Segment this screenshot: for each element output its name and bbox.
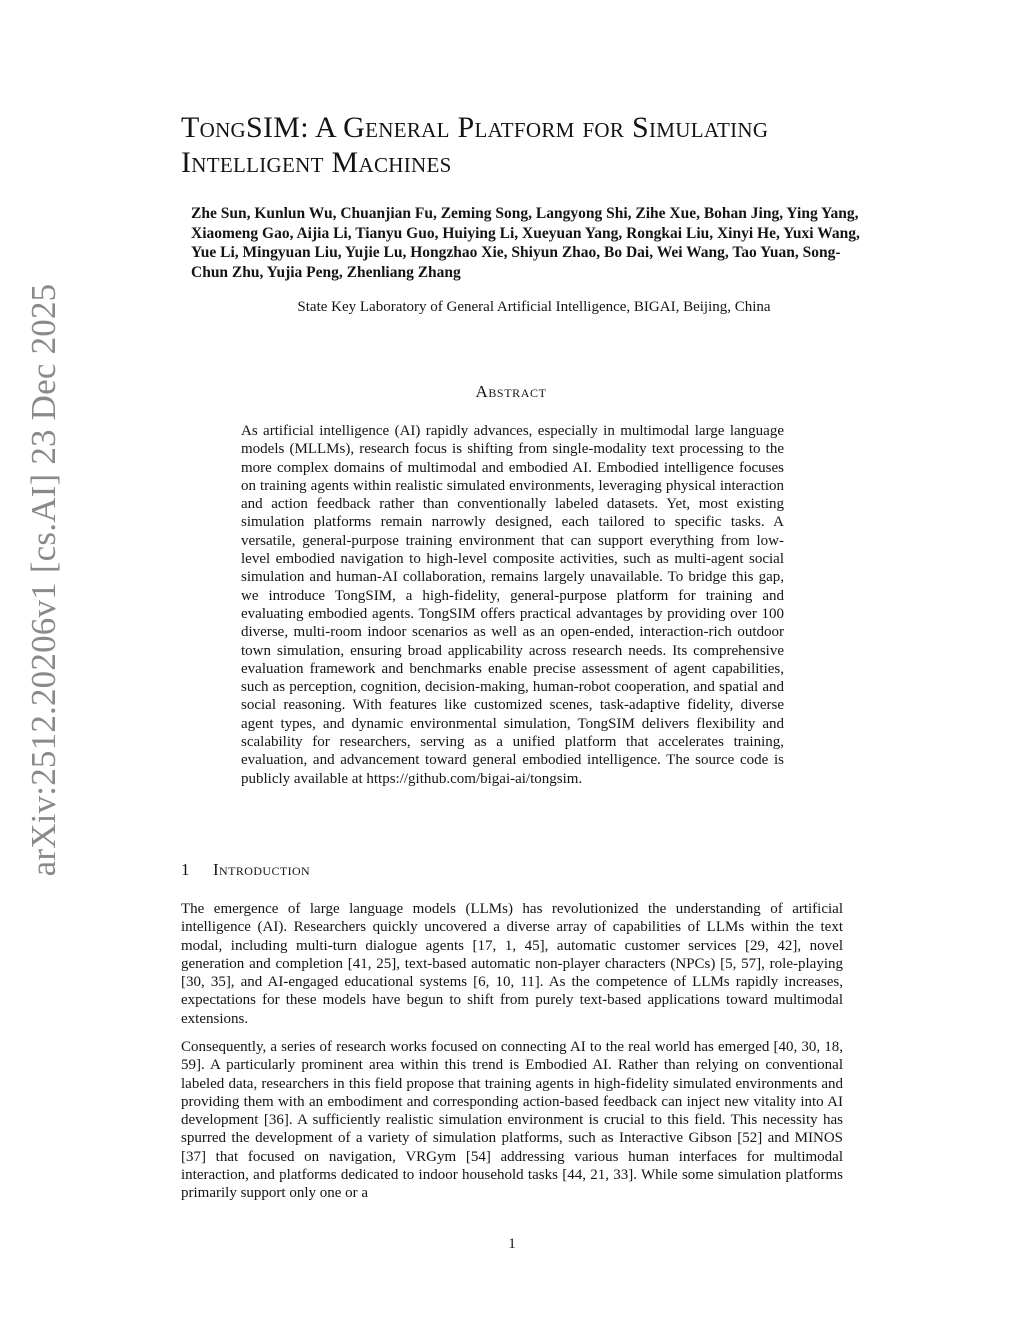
section-heading-introduction <box>181 860 310 880</box>
arxiv-identifier: arXiv:2512.20206v1 [cs.AI] 23 Dec 2025 <box>24 283 63 877</box>
affiliation: State Key Laboratory of General Artificial Intelligence, BIGAI, Beijing, China <box>297 299 771 315</box>
paper-title: TongSIM: A General Platform for Simulating Intelligent Machines <box>181 111 769 179</box>
intro-paragraph-1: The emergence of large language models (LLMs) has revolutionized the understanding of artificial intelligence (AI). Researchers quickly uncovered a diverse array of capabilities of LLMs within the text modal, including multi-turn dialogue agents [17, 1, 45], automatic customer services [29, 42], novel generation and completion [41, 25], text-based automatic non-player characters (NPCs) [5, 57], role-playing [30, 35], and AI-engaged educational systems [6, 10, 11]. As the competence of LLMs rapidly increases, expectations for these models have begun to shift from purely text-based applications toward multimodal extensions. <box>181 901 843 1027</box>
section-number: 1 <box>181 860 190 879</box>
abstract-body: As artificial intelligence (AI) rapidly advances, especially in multimodal large language models (MLLMs), research focus is shifting from single-modality text processing to the more complex domains of multimodal and embodied AI. Embodied intelligence focuses on training agents within realistic simulated environments, leveraging physical interaction and action feedback rather than conventionally labeled datasets. Yet, most existing simulation platforms remain narrowly designed, each tailored to specific tasks. A versatile, general-purpose training environment that can support everything from low-level embodied navigation to high-level composite activities, such as multi-agent social simulation and human-AI collaboration, remains largely unavailable. To bridge this gap, we introduce TongSIM, a high-fidelity, general-purpose platform for training and evaluating embodied agents. TongSIM offers practical advantages by providing over 100 diverse, multi-room indoor scenarios as well as an open-ended, interaction-rich outdoor town simulation, ensuring broad applicability across research needs. Its comprehensive evaluation framework and benchmarks enable precise assessment of agent capabilities, such as perception, cognition, decision-making, human-robot cooperation, and spatial and social reasoning. With features like customized scenes, task-adaptive fidelity, diverse agent types, and dynamic environmental simulation, TongSIM delivers flexibility and scalability for researchers, serving as a unified platform that accelerates training, evaluation, and advancement toward general embodied intelligence. The source code is publicly available at https://github.com/bigai-ai/tongsim. <box>241 423 784 787</box>
author-list: Zhe Sun, Kunlun Wu, Chuanjian Fu, Zeming Song, Langyong Shi, Zihe Xue, Bohan Jing, Ying Yang, Xiaomeng Gao, Aijia Li, Tianyu Guo, Huiying Li, Xueyuan Yang, Rongkai Liu, Xinyi He, Yuxi Wang, Yue Li, Mingyuan Liu, Yujie Lu, Hongzhao Xie, Shiyun Zhao, Bo Dai, Wei Wang, Tao Yuan, Song-Chun Zhu, Yujia Peng, Zhenliang Zhang <box>191 205 860 281</box>
section-title: Introduction <box>213 860 311 879</box>
page-number: 1 <box>508 1236 516 1252</box>
abstract-heading: Abstract <box>475 382 547 401</box>
intro-paragraph-2: Consequently, a series of research works focused on connecting AI to the real world has emerged [40, 30, 18, 59]. A particularly prominent area within this trend is Embodied AI. Rather than relying on conventional labeled data, researchers in this field propose that training agents in high-fidelity simulated environments and providing them with an embodiment and corresponding action-based feedback can inject new vitality into AI development [36]. A sufficiently realistic simulation environment is crucial to this field. This necessity has spurred the development of a variety of simulation platforms, such as Interactive Gibson [52] and MINOS [37] that focused on navigation, VRGym [54] addressing various human interfaces for multimodal interaction, and platforms dedicated to indoor household tasks [44, 21, 33]. While some simulation platforms primarily support only one or a <box>181 1039 843 1202</box>
arxiv-sidebar <box>14 190 74 970</box>
